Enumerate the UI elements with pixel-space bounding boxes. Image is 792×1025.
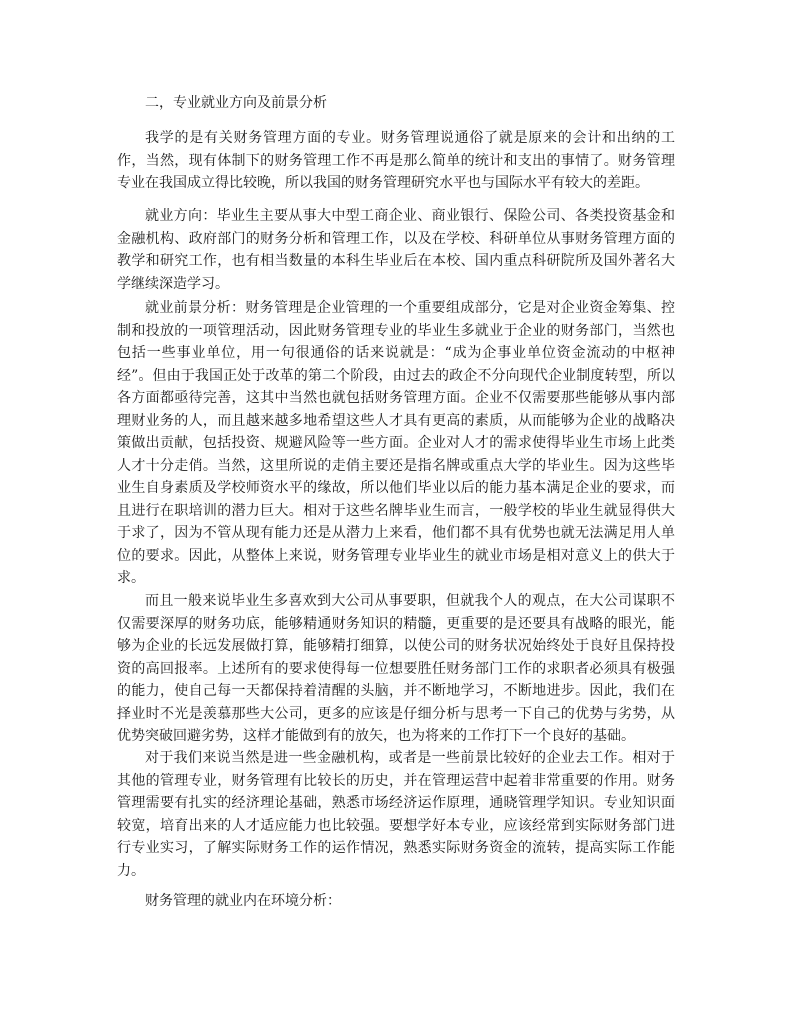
paragraph-internal-environment: 财务管理的就业内在环境分析：	[145, 893, 341, 909]
paragraph-career-prospects: 就业前景分析：财务管理是企业管理的一个重要组成部分，它是对企业资金筹集、控制和投放的一项管理活动，因此财务管理专业的毕业生多就业于企业的财务部门，当然也包括一些事业单位，用一句很通俗的话来说就是：“成为企事业单位资金流动的中枢神经”。但由于我国正处于改革的第二个阶段，由过去的政企不分向现代企业制度转型，所以各方面都亟待完善，这其中当然也就包括财务管理方面。企业不仅需要那些能够从事内部理财业务的人，而且越来越多地希望这些人才具有更高的素质，从而能够为企业的战略决策做出贡献，包括投资、规避风险等一些方面。企业对人才的需求使得毕业生市场上此类人才十分走俏。当然，这里所说的走俏主要还是指名牌或重点大学的毕业生。因为这些毕业生自身素质及学校师资水平的缘故，所以他们毕业以后的能力基本满足企业的要求，而且进行在职培训的潜力巨大。相对于这些名牌毕业生而言，一般学校的毕业生就显得供大于求了，因为不管从现有能力还是从潜力上来看，他们都不具有优势也就无法满足用人单位的要求。因此，从整体上来说，财务管理专业毕业生的就业市场是相对意义上的供大于求。	[117, 300, 675, 586]
paragraph-financial-institutions: 对于我们来说当然是进一些金融机构，或者是一些前景比较好的企业去工作。相对于其他的管理专业，财务管理有比较长的历史，并在管理运营中起着非常重要的作用。财务管理需要有扎实的经济理论基础，熟悉市场经济运作原理，通晓管理学知识。专业知识面较宽，培育出来的人才适应能力也比较强。要想学好本专业，应该经常到实际财务部门进行专业实习，了解实际财务工作的运作情况，熟悉实际财务资金的流转，提高实际工作能力。	[117, 750, 675, 879]
paragraph-major-intro: 我学的是有关财务管理方面的专业。财务管理说通俗了就是原来的会计和出纳的工作，当然，现有体制下的财务管理工作不再是那么简单的统计和支出的事情了。财务管理专业在我国成立得比较晚，所以我国的财务管理研究水平也与国际水平有较大的差距。	[117, 130, 675, 191]
section-heading: 二，专业就业方向及前景分析	[145, 95, 327, 111]
paragraph-career-direction: 就业方向：毕业生主要从事大中型工商企业、商业银行、保险公司、各类投资基金和金融机构、政府部门的财务分析和管理工作，以及在学校、科研单位从事财务管理方面的教学和研究工作，也有相当数量的本科生毕业后在本校、国内重点科研院所及国外著名大学继续深造学习。	[117, 208, 675, 292]
paragraph-big-company-view: 而且一般来说毕业生多喜欢到大公司从事要职，但就我个人的观点，在大公司谋职不仅需要深厚的财务功底，能够精通财务知识的精髓，更重要的是还要具有战略的眼光，能够为企业的长远发展做打算，能够精打细算，以使公司的财务状况始终处于良好且保持投资的高回报率。上述所有的要求使得每一位想要胜任财务部门工作的求职者必须具有极强的能力，使自己每一天都保持着清醒的头脑，并不断地学习，不断地进步。因此，我们在择业时不光是羡慕那些大公司，更多的应该是仔细分析与思考一下自己的优势与劣势，从优势突破回避劣势，这样才能做到有的放矢，也为将来的工作打下一个良好的基础。	[117, 593, 675, 744]
